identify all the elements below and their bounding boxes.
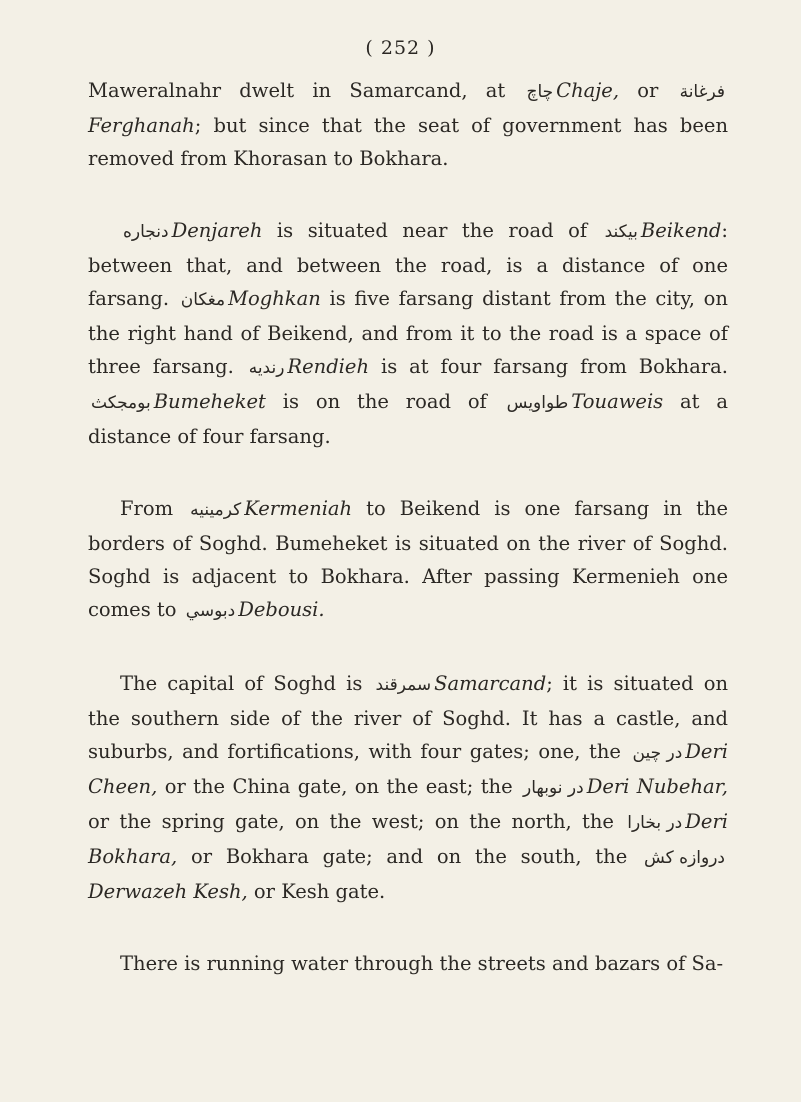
body-text-run: ; it is situated on the southern side of the river of Soghd. It has a castle, and suburbs, and fortifications, with four gates; one, the [88, 672, 728, 763]
arabic-term: در چين [632, 743, 683, 763]
arabic-term: رنديه [248, 358, 285, 378]
place-name: Rendieh [287, 355, 370, 378]
body-text-run: : between that, and between the road, is a distance of one farsang. [88, 219, 728, 310]
place-name: Moghkan [228, 287, 321, 310]
paragraph [88, 214, 728, 453]
body-text-run: ; but since that the seat of government has been removed from Khorasan to Bokhara. [88, 114, 728, 170]
body-text-run: There is running water through the streets and bazars of Sa- [120, 952, 724, 975]
place-name: Bumeheket [153, 390, 266, 413]
body-text-run: at a distance of four farsang. [88, 390, 728, 448]
body-text-run: to Beikend is one farsang in the borders of Soghd. Bumeheket is situated on the river of Soghd. Soghd is adjacent to Bokhara. After passing Kermenieh one comes to [88, 497, 729, 621]
place-name: Deri Cheen, [88, 740, 728, 798]
arabic-term: در نوبهار [523, 778, 584, 798]
place-name: Debousi. [238, 598, 325, 621]
arabic-term: دنجاره [123, 222, 169, 242]
arabic-term: كرمينيه [190, 500, 242, 520]
place-name: Chaje, [556, 79, 620, 102]
body-text-run: or Bokhara gate; and on the south, the [177, 845, 641, 868]
paragraph [88, 74, 728, 175]
place-name: Beikend [640, 219, 722, 242]
body-text-run: is five farsang distant from the city, on the right hand of Beikend, and from it to the road is a space of three farsang. [88, 287, 728, 378]
body-text-run: or the China gate, on the east; the [157, 775, 521, 798]
place-name: Deri Bokhara, [88, 810, 728, 868]
paragraph [88, 492, 728, 628]
place-name: Touaweis [571, 390, 664, 413]
place-name: Ferghanah [88, 114, 195, 137]
body-text-run: is at four farsang from Bokhara. [369, 355, 728, 378]
place-name: Kermeniah [244, 497, 353, 520]
arabic-term: طواويس [506, 393, 569, 413]
page-number: ( 252 ) [365, 37, 436, 59]
arabic-term: سمرقند [375, 675, 432, 695]
body-text-run: or Kesh gate. [247, 880, 386, 903]
place-name: Samarcand [434, 672, 547, 695]
arabic-term: دبوسي [185, 601, 236, 621]
body-text-run: The capital of Soghd is [120, 672, 373, 695]
arabic-term: بومجكث [91, 393, 151, 413]
arabic-term: بيكند [604, 222, 638, 242]
arabic-term: دروازه كش [644, 848, 725, 868]
body-text-run: Maweralnahr dwelt in Samarcand, at [88, 79, 524, 102]
body-text-run: From [120, 497, 188, 520]
body-text-run: or [619, 79, 677, 102]
arabic-term: مغكان [180, 290, 226, 310]
arabic-term: در بخارا [627, 813, 683, 833]
body-text-run: or the spring gate, on the west; on the north, the [88, 810, 625, 833]
place-name: Denjareh [171, 219, 263, 242]
place-name: Derwazeh Kesh, [88, 880, 248, 903]
paragraph [88, 947, 728, 980]
body-text [88, 74, 728, 980]
paragraph [88, 667, 728, 908]
arabic-term: چاچ [526, 82, 554, 102]
body-text-run: is on the road of [265, 390, 504, 413]
body-text-run: is situated near the road of [262, 219, 602, 242]
arabic-term: فرغانة [679, 82, 725, 102]
place-name: Deri Nubehar, [586, 775, 728, 798]
